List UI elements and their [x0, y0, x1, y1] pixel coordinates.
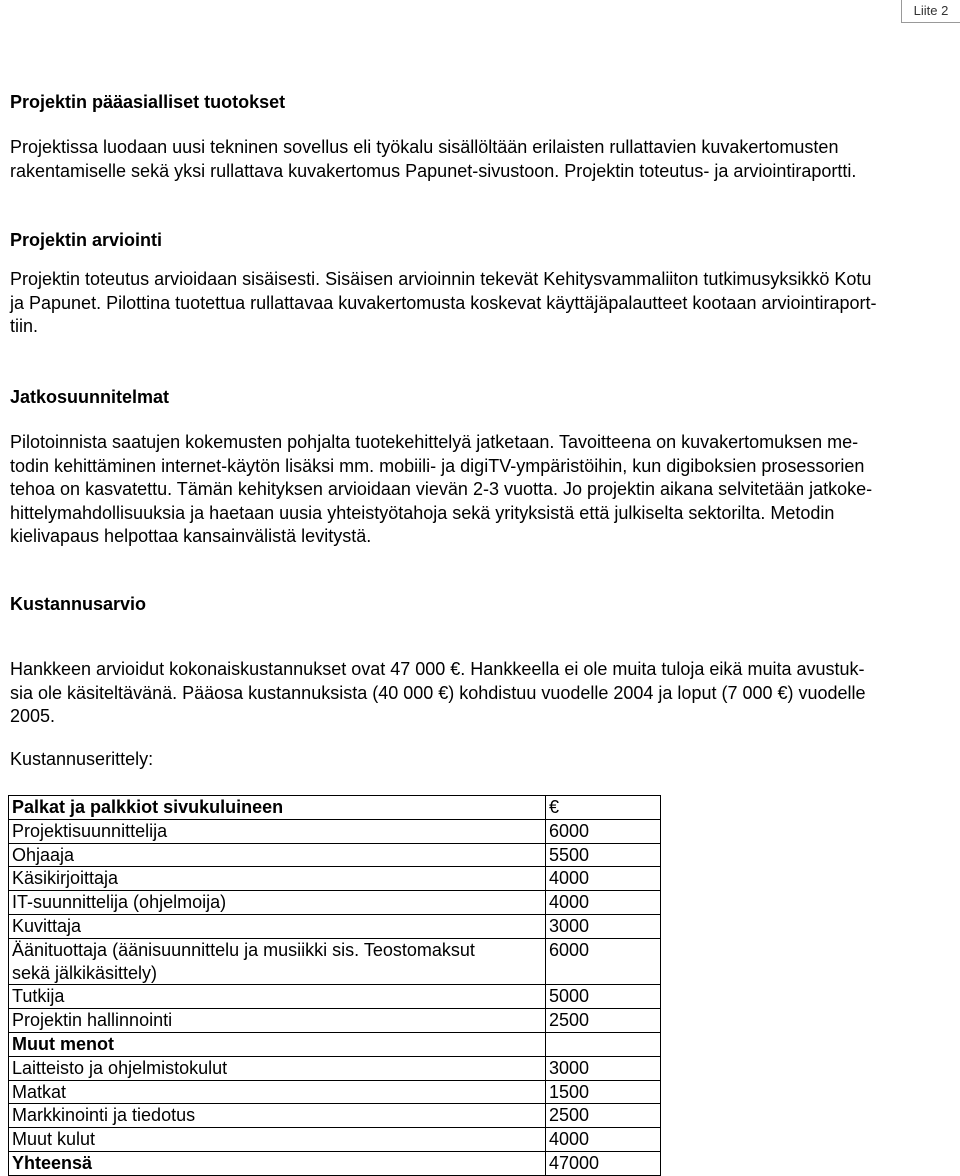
text-line: Projektissa luodaan uusi tekninen sovellus eli työkalu sisällöltään erilaisten rullattavien kuvakertomusten: [10, 137, 839, 157]
row-label: Muut kulut: [9, 1128, 546, 1152]
table-row: [9, 914, 661, 938]
row-amount: €: [546, 796, 661, 820]
row-label: Ohjaaja: [9, 843, 546, 867]
table-row: [9, 843, 661, 867]
table-row: [9, 985, 661, 1009]
row-amount: 4000: [546, 1128, 661, 1152]
text-line: sia ole käsiteltävänä. Pääosa kustannuksista (40 000 €) kohdistuu vuodelle 2004 ja loput (7 000 €) vuodelle: [10, 682, 866, 703]
row-label: [9, 938, 546, 985]
budget-heading: Kustannusarvio: [10, 594, 147, 614]
text-line: rakentamiselle sekä yksi rullattava kuvakertomus Papunet-sivustoon. Projektin toteutus- ja arviointiraportti.: [10, 160, 857, 181]
row-label: Tutkija: [9, 985, 546, 1009]
evaluation-heading: Projektin arviointi: [10, 230, 163, 250]
cost-breakdown-table: [8, 795, 661, 1176]
row-label: Projektisuunnittelija: [9, 819, 546, 843]
outputs-paragraph: [10, 136, 950, 183]
text-line: Pilotoinnista saatujen kokemusten pohjalta tuotekehittelyä jatketaan. Tavoitteena on kuvakertomuksen me-: [10, 432, 859, 452]
table-row: [9, 1128, 661, 1152]
attachment-label: Liite 2: [901, 0, 960, 23]
text-line: Projektin toteutus arvioidaan sisäisesti. Sisäisen arvioinnin tekevät Kehitysvammaliiton tutkimusyksikkö Kotu: [10, 269, 872, 289]
row-amount: 2500: [546, 1009, 661, 1033]
text-line: todin kehittäminen internet-käytön lisäksi mm. mobiili- ja digiTV-ympäristöihin, kun digiboksien prosessorien: [10, 455, 865, 476]
text-line: Hankkeen arvioidut kokonaiskustannukset ovat 47 000 €. Hankkeella ei ole muita tuloja eikä muita avustuk-: [10, 659, 865, 679]
row-amount: 47000: [546, 1151, 661, 1175]
row-amount: 6000: [546, 938, 661, 985]
row-label: Yhteensä: [9, 1151, 546, 1175]
row-label: Käsikirjoittaja: [9, 867, 546, 891]
row-amount: 3000: [546, 1056, 661, 1080]
row-amount: 1500: [546, 1080, 661, 1104]
row-label: Markkinointi ja tiedotus: [9, 1104, 546, 1128]
table-row: [9, 1056, 661, 1080]
budget-paragraph: [10, 658, 950, 729]
row-label: Laitteisto ja ohjelmistokulut: [9, 1056, 546, 1080]
row-label: Muut menot: [9, 1032, 546, 1056]
row-label: IT-suunnittelija (ohjelmoija): [9, 891, 546, 915]
row-amount: 3000: [546, 914, 661, 938]
row-label: Palkat ja palkkiot sivukuluineen: [9, 796, 546, 820]
row-label-line: sekä jälkikäsittely): [12, 962, 158, 983]
table-row: [9, 891, 661, 915]
outputs-heading: Projektin pääasialliset tuotokset: [10, 92, 286, 112]
table-row: [9, 819, 661, 843]
table-row: [9, 1032, 661, 1056]
table-row: [9, 1080, 661, 1104]
text-line: hittelymahdollisuuksia ja haetaan uusia yhteistyötahoja sekä yrityksistä että julkiselta sektorilta. Metodin: [10, 502, 835, 523]
row-label: Matkat: [9, 1080, 546, 1104]
table-row: [9, 1009, 661, 1033]
text-line: tiin.: [10, 316, 39, 336]
row-amount: 5000: [546, 985, 661, 1009]
row-label: Kuvittaja: [9, 914, 546, 938]
evaluation-paragraph: [10, 268, 950, 339]
followup-paragraph: [10, 431, 950, 549]
breakdown-label: Kustannuserittely:: [10, 749, 154, 769]
table-row: [9, 1104, 661, 1128]
row-amount: 2500: [546, 1104, 661, 1128]
followup-heading: Jatkosuunnitelmat: [10, 387, 170, 407]
table-row: [9, 1151, 661, 1175]
row-amount: 6000: [546, 819, 661, 843]
row-amount: 4000: [546, 867, 661, 891]
row-label: Projektin hallinnointi: [9, 1009, 546, 1033]
text-line: ja Papunet. Pilottina tuotettua rullattavaa kuvakertomusta koskevat käyttäjäpalautteet kootaan arviointiraport-: [10, 292, 877, 313]
row-amount: [546, 1032, 661, 1056]
row-amount: 4000: [546, 891, 661, 915]
table-row: [9, 796, 661, 820]
text-line: 2005.: [10, 706, 56, 726]
row-amount: 5500: [546, 843, 661, 867]
text-line: kielivapaus helpottaa kansainvälistä levitystä.: [10, 526, 372, 546]
table-row: [9, 867, 661, 891]
text-line: tehoa on kasvatettu. Tämän kehityksen arvioidaan vievän 2-3 vuotta. Jo projektin aikana selvitetään jatkoke-: [10, 479, 873, 499]
table-row: [9, 938, 661, 985]
row-label-line: Äänituottaja (äänisuunnittelu ja musiikki sis. Teostomaksut: [12, 939, 475, 960]
